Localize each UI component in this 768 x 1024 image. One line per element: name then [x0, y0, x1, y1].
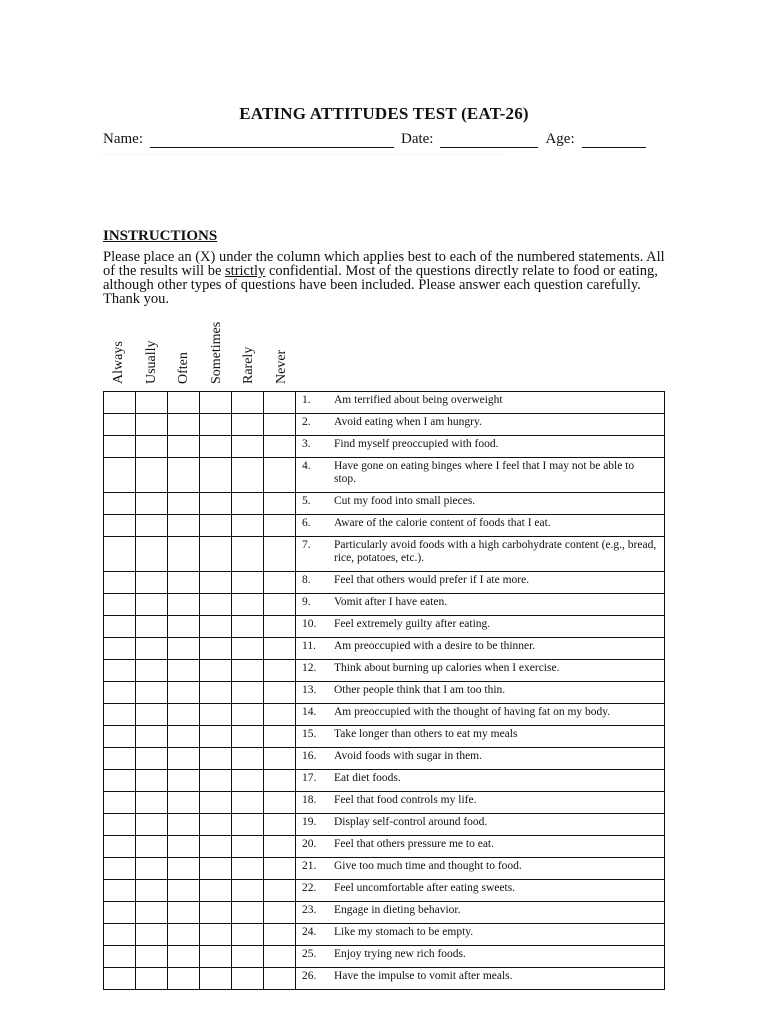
- answer-box-often[interactable]: [168, 814, 200, 836]
- answer-box-sometimes[interactable]: [200, 836, 232, 858]
- answer-box-sometimes[interactable]: [200, 792, 232, 814]
- answer-box-always[interactable]: [104, 515, 136, 537]
- answer-box-rarely[interactable]: [232, 792, 264, 814]
- answer-box-sometimes[interactable]: [200, 814, 232, 836]
- answer-box-always[interactable]: [104, 493, 136, 515]
- answer-box-rarely[interactable]: [232, 414, 264, 436]
- item-number: 6.: [296, 515, 333, 537]
- item-statement: Other people think that I am too thin.: [332, 682, 665, 704]
- answer-box-sometimes[interactable]: [200, 458, 232, 493]
- table-row: [104, 968, 665, 990]
- answer-box-rarely[interactable]: [232, 704, 264, 726]
- item-statement: Think about burning up calories when I exercise.: [332, 660, 665, 682]
- column-header-never: Never: [273, 349, 289, 384]
- answer-box-sometimes[interactable]: [200, 616, 232, 638]
- item-statement: Have gone on eating binges where I feel that I may not be able to stop.: [332, 458, 665, 493]
- table-row: [104, 902, 665, 924]
- table-row: [104, 594, 665, 616]
- answer-box-usually[interactable]: [136, 968, 168, 990]
- item-number: 1.: [296, 392, 333, 414]
- answer-box-rarely[interactable]: [232, 968, 264, 990]
- item-number: 3.: [296, 436, 333, 458]
- date-label: Date:: [400, 131, 434, 147]
- answer-box-often[interactable]: [168, 458, 200, 493]
- answer-box-sometimes[interactable]: [200, 704, 232, 726]
- answer-box-usually[interactable]: [136, 493, 168, 515]
- answer-box-rarely[interactable]: [232, 880, 264, 902]
- answer-box-usually[interactable]: [136, 748, 168, 770]
- item-number: 2.: [296, 414, 333, 436]
- answer-box-always[interactable]: [104, 594, 136, 616]
- answer-box-never[interactable]: [264, 836, 296, 858]
- answer-box-usually[interactable]: [136, 414, 168, 436]
- answer-box-always[interactable]: [104, 814, 136, 836]
- item-statement: Feel uncomfortable after eating sweets.: [332, 880, 665, 902]
- answer-box-always[interactable]: [104, 924, 136, 946]
- table-row: [104, 924, 665, 946]
- answer-box-rarely[interactable]: [232, 726, 264, 748]
- answer-box-rarely[interactable]: [232, 770, 264, 792]
- answer-box-usually[interactable]: [136, 858, 168, 880]
- answer-box-sometimes[interactable]: [200, 493, 232, 515]
- answer-box-always[interactable]: [104, 836, 136, 858]
- answer-box-sometimes[interactable]: [200, 638, 232, 660]
- item-statement: Am preoccupied with a desire to be thinner.: [332, 638, 665, 660]
- table-row: [104, 660, 665, 682]
- answer-box-usually[interactable]: [136, 392, 168, 414]
- item-statement: Avoid eating when I am hungry.: [332, 414, 665, 436]
- answer-box-usually[interactable]: [136, 616, 168, 638]
- table-row: [104, 704, 665, 726]
- item-number: 18.: [296, 792, 333, 814]
- name-label: Name:: [103, 131, 143, 147]
- table-row: [104, 493, 665, 515]
- item-statement: Cut my food into small pieces.: [332, 493, 665, 515]
- answer-box-rarely[interactable]: [232, 924, 264, 946]
- answer-box-rarely[interactable]: [232, 858, 264, 880]
- answer-box-never[interactable]: [264, 458, 296, 493]
- answer-box-rarely[interactable]: [232, 515, 264, 537]
- answer-box-sometimes[interactable]: [200, 515, 232, 537]
- answer-box-often[interactable]: [168, 880, 200, 902]
- answer-box-rarely[interactable]: [232, 493, 264, 515]
- answer-box-always[interactable]: [104, 616, 136, 638]
- item-number: 22.: [296, 880, 333, 902]
- table-row: [104, 682, 665, 704]
- column-header-always: Always: [111, 341, 126, 384]
- answer-box-usually[interactable]: [136, 704, 168, 726]
- answer-box-never[interactable]: [264, 436, 296, 458]
- answer-box-sometimes[interactable]: [200, 770, 232, 792]
- item-statement: Particularly avoid foods with a high carbohydrate content (e.g., bread, rice, potatoes, etc.).: [332, 537, 665, 572]
- answer-box-often[interactable]: [168, 537, 200, 572]
- table-row: [104, 880, 665, 902]
- answer-box-always[interactable]: [104, 792, 136, 814]
- item-statement: Give too much time and thought to food.: [332, 858, 665, 880]
- answer-box-always[interactable]: [104, 902, 136, 924]
- answer-box-sometimes[interactable]: [200, 924, 232, 946]
- answer-box-always[interactable]: [104, 458, 136, 493]
- answer-box-usually[interactable]: [136, 436, 168, 458]
- item-number: 5.: [296, 493, 333, 515]
- answer-box-often[interactable]: [168, 770, 200, 792]
- answer-box-rarely[interactable]: [232, 902, 264, 924]
- answer-box-always[interactable]: [104, 880, 136, 902]
- answer-box-often[interactable]: [168, 638, 200, 660]
- answer-box-often[interactable]: [168, 682, 200, 704]
- table-row: [104, 436, 665, 458]
- table-row: [104, 858, 665, 880]
- item-number: 11.: [296, 638, 333, 660]
- answer-box-always[interactable]: [104, 946, 136, 968]
- answer-box-rarely[interactable]: [232, 458, 264, 493]
- answer-box-often[interactable]: [168, 858, 200, 880]
- instructions-text-part-1: Please place an (X) under the column which applies best to each of the numbered statements. All of the results will be: [103, 249, 665, 279]
- answer-box-sometimes[interactable]: [200, 880, 232, 902]
- answer-box-always[interactable]: [104, 638, 136, 660]
- answer-box-never[interactable]: [264, 660, 296, 682]
- table-row: [104, 616, 665, 638]
- answer-box-never[interactable]: [264, 638, 296, 660]
- item-number: 4.: [296, 458, 333, 493]
- answer-box-sometimes[interactable]: [200, 682, 232, 704]
- answer-box-often[interactable]: [168, 836, 200, 858]
- answer-box-rarely[interactable]: [232, 946, 264, 968]
- item-number: 25.: [296, 946, 333, 968]
- item-number: 13.: [296, 682, 333, 704]
- answer-box-never[interactable]: [264, 493, 296, 515]
- table-row: [104, 537, 665, 572]
- answer-box-never[interactable]: [264, 616, 296, 638]
- answer-box-usually[interactable]: [136, 770, 168, 792]
- date-field[interactable]: [440, 133, 538, 148]
- answer-box-sometimes[interactable]: [200, 414, 232, 436]
- answer-box-never[interactable]: [264, 414, 296, 436]
- answer-box-never[interactable]: [264, 515, 296, 537]
- answer-box-usually[interactable]: [136, 458, 168, 493]
- answer-box-usually[interactable]: [136, 924, 168, 946]
- answer-box-often[interactable]: [168, 924, 200, 946]
- item-number: 20.: [296, 836, 333, 858]
- answer-box-always[interactable]: [104, 660, 136, 682]
- item-number: 10.: [296, 616, 333, 638]
- answer-box-never[interactable]: [264, 748, 296, 770]
- item-number: 26.: [296, 968, 333, 990]
- answer-box-often[interactable]: [168, 392, 200, 414]
- answer-box-sometimes[interactable]: [200, 436, 232, 458]
- table-row: [104, 792, 665, 814]
- table-row: [104, 458, 665, 493]
- answer-box-sometimes[interactable]: [200, 748, 232, 770]
- answer-box-usually[interactable]: [136, 682, 168, 704]
- name-field[interactable]: [150, 133, 394, 148]
- answer-box-sometimes[interactable]: [200, 392, 232, 414]
- table-row: [104, 836, 665, 858]
- table-row: [104, 946, 665, 968]
- item-statement: Have the impulse to vomit after meals.: [332, 968, 665, 990]
- item-statement: Feel that others pressure me to eat.: [332, 836, 665, 858]
- answer-box-never[interactable]: [264, 392, 296, 414]
- item-statement: Feel that others would prefer if I ate more.: [332, 572, 665, 594]
- answer-box-never[interactable]: [264, 704, 296, 726]
- answer-box-usually[interactable]: [136, 537, 168, 572]
- answer-box-always[interactable]: [104, 704, 136, 726]
- answer-box-never[interactable]: [264, 946, 296, 968]
- table-row: [104, 748, 665, 770]
- table-row: [104, 414, 665, 436]
- answer-box-always[interactable]: [104, 436, 136, 458]
- answer-box-often[interactable]: [168, 792, 200, 814]
- answer-box-never[interactable]: [264, 770, 296, 792]
- answer-box-always[interactable]: [104, 968, 136, 990]
- item-number: 21.: [296, 858, 333, 880]
- answer-box-usually[interactable]: [136, 515, 168, 537]
- item-statement: Like my stomach to be empty.: [332, 924, 665, 946]
- answer-box-usually[interactable]: [136, 902, 168, 924]
- answer-box-often[interactable]: [168, 594, 200, 616]
- respondent-fields: [103, 131, 663, 148]
- table-row: [104, 392, 665, 414]
- item-number: 24.: [296, 924, 333, 946]
- column-header-often: Often: [176, 352, 191, 384]
- item-number: 14.: [296, 704, 333, 726]
- item-number: 23.: [296, 902, 333, 924]
- item-statement: Enjoy trying new rich foods.: [332, 946, 665, 968]
- answer-box-sometimes[interactable]: [200, 946, 232, 968]
- answer-box-always[interactable]: [104, 392, 136, 414]
- item-number: 17.: [296, 770, 333, 792]
- answer-box-sometimes[interactable]: [200, 726, 232, 748]
- item-statement: Feel that food controls my life.: [332, 792, 665, 814]
- answer-box-always[interactable]: [104, 682, 136, 704]
- column-header-usually: Usually: [143, 340, 159, 384]
- answer-box-sometimes[interactable]: [200, 572, 232, 594]
- column-header-sometimes: Sometimes: [208, 321, 224, 384]
- table-row: [104, 814, 665, 836]
- answer-box-always[interactable]: [104, 858, 136, 880]
- table-row: [104, 638, 665, 660]
- item-statement: Am terrified about being overweight: [332, 392, 665, 414]
- answer-box-never[interactable]: [264, 726, 296, 748]
- answer-box-often[interactable]: [168, 436, 200, 458]
- age-label: Age:: [545, 131, 575, 147]
- item-statement: Engage in dieting behavior.: [332, 902, 665, 924]
- answer-box-usually[interactable]: [136, 638, 168, 660]
- answer-box-usually[interactable]: [136, 946, 168, 968]
- answer-box-never[interactable]: [264, 792, 296, 814]
- answer-box-never[interactable]: [264, 902, 296, 924]
- answer-box-rarely[interactable]: [232, 572, 264, 594]
- answer-box-never[interactable]: [264, 858, 296, 880]
- column-headers: [103, 318, 303, 388]
- instructions-heading: INSTRUCTIONS: [103, 228, 218, 244]
- answer-box-often[interactable]: [168, 748, 200, 770]
- item-statement: Eat diet foods.: [332, 770, 665, 792]
- answer-box-rarely[interactable]: [232, 392, 264, 414]
- instructions-text-part-2: confidential. Most of the questions directly relate to food or eating, although other types of questions have been included. Please answer each question carefully. Thank you.: [103, 263, 658, 307]
- item-statement: Feel extremely guilty after eating.: [332, 616, 665, 638]
- item-number: 19.: [296, 814, 333, 836]
- answer-box-always[interactable]: [104, 726, 136, 748]
- answer-box-often[interactable]: [168, 572, 200, 594]
- table-row: [104, 515, 665, 537]
- item-number: 8.: [296, 572, 333, 594]
- answer-box-usually[interactable]: [136, 594, 168, 616]
- answer-box-often[interactable]: [168, 902, 200, 924]
- answer-box-rarely[interactable]: [232, 537, 264, 572]
- item-statement: Aware of the calorie content of foods that I eat.: [332, 515, 665, 537]
- answer-box-often[interactable]: [168, 704, 200, 726]
- answer-box-often[interactable]: [168, 726, 200, 748]
- answer-box-usually[interactable]: [136, 660, 168, 682]
- table-row: [104, 572, 665, 594]
- answer-box-never[interactable]: [264, 814, 296, 836]
- item-statement: Am preoccupied with the thought of having fat on my body.: [332, 704, 665, 726]
- answer-box-sometimes[interactable]: [200, 858, 232, 880]
- item-statement: Vomit after I have eaten.: [332, 594, 665, 616]
- answer-box-always[interactable]: [104, 572, 136, 594]
- answer-box-rarely[interactable]: [232, 638, 264, 660]
- answer-box-often[interactable]: [168, 414, 200, 436]
- answer-box-sometimes[interactable]: [200, 537, 232, 572]
- answer-box-sometimes[interactable]: [200, 902, 232, 924]
- answer-box-often[interactable]: [168, 946, 200, 968]
- answer-box-never[interactable]: [264, 537, 296, 572]
- answer-box-sometimes[interactable]: [200, 660, 232, 682]
- answer-box-rarely[interactable]: [232, 616, 264, 638]
- item-statement: Find myself preoccupied with food.: [332, 436, 665, 458]
- column-header-rarely: Rarely: [241, 346, 256, 384]
- answer-box-rarely[interactable]: [232, 836, 264, 858]
- answer-box-rarely[interactable]: [232, 594, 264, 616]
- answer-box-always[interactable]: [104, 537, 136, 572]
- answer-box-never[interactable]: [264, 924, 296, 946]
- answer-box-usually[interactable]: [136, 836, 168, 858]
- instructions-emphasis: strictly: [225, 263, 266, 279]
- answer-box-never[interactable]: [264, 880, 296, 902]
- answer-box-always[interactable]: [104, 748, 136, 770]
- table-row: [104, 770, 665, 792]
- answer-box-sometimes[interactable]: [200, 968, 232, 990]
- item-statement: Take longer than others to eat my meals: [332, 726, 665, 748]
- answer-box-often[interactable]: [168, 515, 200, 537]
- answer-box-rarely[interactable]: [232, 814, 264, 836]
- answer-box-rarely[interactable]: [232, 436, 264, 458]
- page-title: EATING ATTITUDES TEST (EAT-26): [239, 104, 529, 123]
- answer-box-usually[interactable]: [136, 814, 168, 836]
- item-number: 9.: [296, 594, 333, 616]
- answer-box-sometimes[interactable]: [200, 594, 232, 616]
- answer-box-usually[interactable]: [136, 880, 168, 902]
- answer-box-often[interactable]: [168, 616, 200, 638]
- answer-box-usually[interactable]: [136, 726, 168, 748]
- instructions-text: [103, 250, 668, 306]
- answer-box-rarely[interactable]: [232, 660, 264, 682]
- answer-box-never[interactable]: [264, 682, 296, 704]
- items-table: [103, 391, 665, 990]
- answer-box-never[interactable]: [264, 968, 296, 990]
- answer-box-rarely[interactable]: [232, 682, 264, 704]
- item-number: 16.: [296, 748, 333, 770]
- answer-box-often[interactable]: [168, 968, 200, 990]
- answer-box-often[interactable]: [168, 660, 200, 682]
- answer-box-often[interactable]: [168, 493, 200, 515]
- item-number: 7.: [296, 537, 333, 572]
- answer-box-always[interactable]: [104, 414, 136, 436]
- answer-box-usually[interactable]: [136, 792, 168, 814]
- table-row: [104, 726, 665, 748]
- age-field[interactable]: [582, 133, 646, 148]
- item-statement: Display self-control around food.: [332, 814, 665, 836]
- answer-box-rarely[interactable]: [232, 748, 264, 770]
- answer-box-always[interactable]: [104, 770, 136, 792]
- answer-box-never[interactable]: [264, 572, 296, 594]
- item-statement: Avoid foods with sugar in them.: [332, 748, 665, 770]
- faint-row-divider: [103, 154, 503, 161]
- answer-box-usually[interactable]: [136, 572, 168, 594]
- item-number: 12.: [296, 660, 333, 682]
- item-number: 15.: [296, 726, 333, 748]
- answer-box-never[interactable]: [264, 594, 296, 616]
